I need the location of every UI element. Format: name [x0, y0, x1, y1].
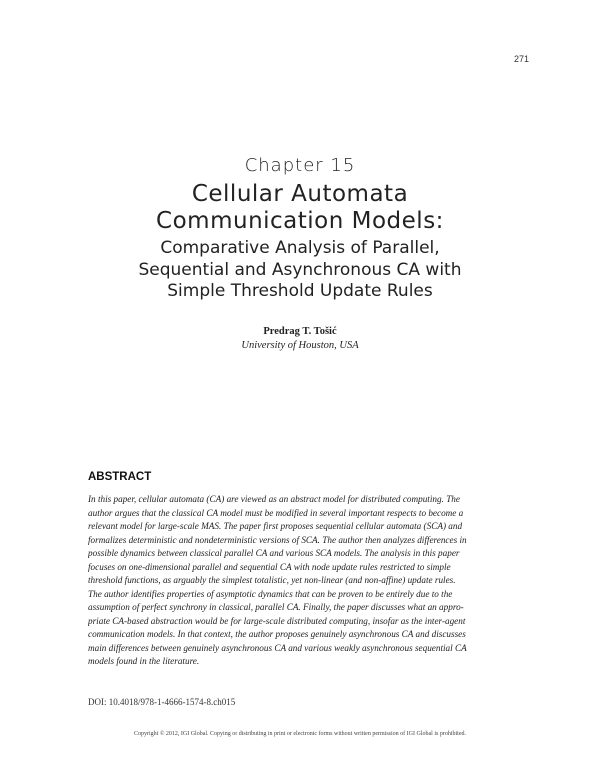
abstract-line: models found in the literature. [88, 656, 200, 666]
abstract-line: threshold functions, as arguably the simplest totalistic, yet non-linear (and non-affine) update rules. [88, 575, 456, 585]
abstract-line: focuses on one-dimensional parallel and sequential CA with node update rules restricted to simple [88, 561, 451, 572]
chapter-title-line: Communication Models: [156, 208, 444, 234]
chapter-subtitle-line: Simple Threshold Update Rules [167, 281, 433, 301]
abstract-line: The author identifies properties of asymptotic dynamics that can be proven to be entirely due to the [88, 588, 453, 599]
chapter-title-line: Cellular Automata [191, 181, 409, 207]
abstract-line: In this paper, cellular automata (CA) are viewed as an abstract model for distributed computing. The [88, 494, 460, 504]
author-name: Predrag T. Tošić [263, 326, 337, 337]
abstract-line: relevant model for large-scale MAS. The paper first proposes sequential cellular automata (SCA) and [88, 521, 463, 531]
chapter-subtitle [0, 238, 600, 303]
abstract-line: author argues that the classical CA model must be modified in several important respects to become a [88, 507, 464, 518]
abstract-line: formalizes deterministic and nondeterministic versions of SCA. The author then analyzes differences in [88, 534, 467, 545]
chapter-subtitle-line: Sequential and Asynchronous CA with [138, 259, 462, 280]
copyright-notice: Copyright © 2012, IGI Global. Copying or distributing in print or electronic forms without written permission of IGI Global is prohibited. [133, 731, 466, 737]
author-affiliation: University of Houston, USA [241, 340, 359, 351]
abstract-body [88, 493, 516, 669]
page-number: 271 [513, 54, 529, 64]
doi-text: DOI: 10.4018/978-1-4666-1574-8.ch015 [88, 697, 236, 707]
abstract-line: possible dynamics between classical parallel CA and various SCA models. The analysis in this paper [88, 548, 460, 558]
abstract-line: communication models. In that context, the author proposes genuinely asynchronous CA and discusses [88, 629, 466, 639]
abstract-line: priate CA-based abstraction would be for large-scale distributed computing, insofar as the inter-agent [88, 615, 466, 626]
abstract-line: main differences between genuinely asynchronous CA and various weakly asynchronous sequential CA [88, 642, 467, 653]
chapter-title [0, 181, 600, 235]
abstract-heading: ABSTRACT [88, 471, 152, 483]
chapter-label: Chapter 15 [244, 155, 356, 176]
chapter-subtitle-line: Comparative Analysis of Parallel, [160, 238, 440, 258]
abstract-line: assumption of perfect synchrony in classical, parallel CA. Finally, the paper discusses what an appro- [88, 602, 464, 612]
